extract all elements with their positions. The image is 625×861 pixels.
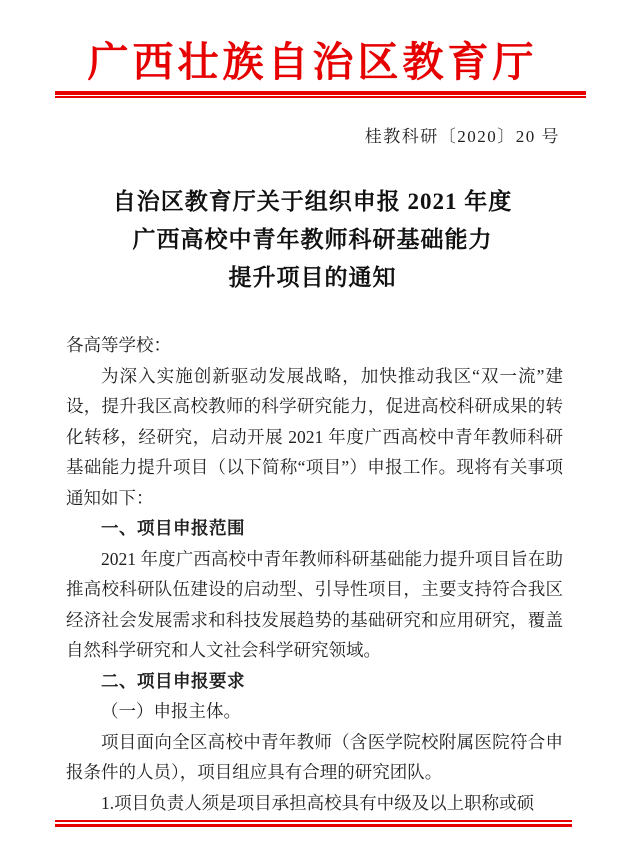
footer-rule-thin-line (55, 820, 572, 822)
section-2-paragraph-1: 项目面向全区高校中青年教师（含医学院校附属医院符合申报条件的人员），项目组应具有合理的研究团队。 (66, 731, 563, 782)
document-body (66, 330, 563, 818)
title-line-3: 提升项目的通知 (228, 265, 397, 290)
footer-rule-thick-line (55, 824, 572, 827)
section-2-heading: 二、项目申报要求 (101, 670, 245, 691)
footer-double-rule (55, 820, 572, 827)
section-1-paragraph: 2021 年度广西高校中青年教师科研基础能力提升项目旨在助推高校科研队伍建设的启动型、引导性项目，主要支持符合我区经济社会发展需求和科技发展趋势的基础研究和应用研究，覆盖自然科学研究和人文社会科学研究领域。 (66, 548, 563, 660)
section-2-subheading: （一）申报主体。 (101, 701, 241, 721)
header-rule-thin-line (55, 96, 586, 98)
agency-name: 广西壮族自治区教育厅 (87, 39, 538, 85)
section-2-paragraph-2-partial: 1.项目负责人须是项目承担高校具有中级及以上职称或硕 (101, 792, 535, 813)
header-rule-thick-line (55, 91, 586, 95)
section-1-heading: 一、项目申报范围 (101, 518, 245, 538)
title-line-2: 广西高校中青年教师科研基础能力 (132, 227, 493, 252)
intro-paragraph: 为深入实施创新驱动发展战略，加快推动我区“双一流”建设，提升我区高校教师的科学研究能力，促进高校科研成果的转化转移，经研究，启动开展 2021 年度广西高校中青年教师科研基础能力提升项目（以下简称“项目”）申报工作。现将有关事项通知如下： (66, 365, 563, 508)
salutation: 各高等学校： (66, 335, 171, 355)
title-line-1: 自治区教育厅关于组织申报 2021 年度 (112, 189, 513, 214)
header-double-rule (55, 91, 586, 98)
doc-reference-number: 桂教科研〔2020〕20 号 (364, 127, 560, 146)
document-title (0, 183, 625, 297)
